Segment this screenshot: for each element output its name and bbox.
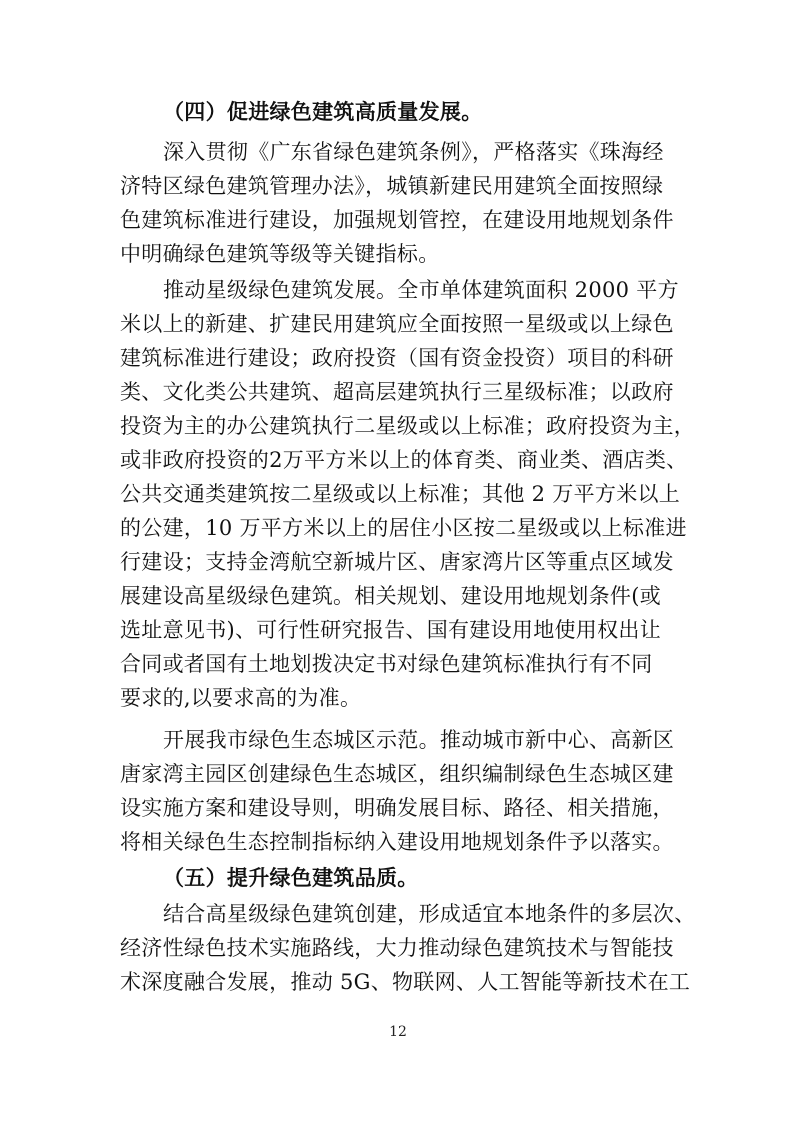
paragraph-line: 展建设高星级绿色建筑。相关规划、建设用地规划条件(或 xyxy=(120,584,661,608)
paragraph-line: 设实施方案和建设导则，明确发展目标、路径、相关措施， xyxy=(120,796,674,820)
paragraph-line: 中明确绿色建筑等级等关键指标。 xyxy=(120,242,440,266)
paragraph-line: 深入贯彻《广东省绿色建筑条例》，严格落实《珠海经 xyxy=(163,140,664,164)
paragraph-line: 开展我市绿色生态城区示范。推动城市新中心、高新区 xyxy=(163,728,675,752)
paragraph-line: 行建设；支持金湾航空新城片区、唐家湾片区等重点区域发 xyxy=(120,550,674,574)
paragraph-line: 推动星级绿色建筑发展。全市单体建筑面积 2000 平方 xyxy=(163,278,679,302)
paragraph-line: 合同或者国有土地划拨决定书对绿色建筑标准执行有不同 xyxy=(120,652,653,676)
paragraph-line: 米以上的新建、扩建民用建筑应全面按照一星级或以上绿色 xyxy=(120,312,674,336)
section-heading-5: （五）提升绿色建筑品质。 xyxy=(163,865,419,890)
paragraph-line: 唐家湾主园区创建绿色生态城区，组织编制绿色生态城区建 xyxy=(120,762,674,786)
paragraph-line: 投资为主的办公建筑执行二星级或以上标准；政府投资为主， xyxy=(120,414,696,438)
paragraph-line: 将相关绿色生态控制指标纳入建设用地规划条件予以落实。 xyxy=(120,830,674,854)
paragraph-line: 类、文化类公共建筑、超高层建筑执行三星级标准；以政府 xyxy=(120,380,674,404)
page-number: 12 xyxy=(389,1024,407,1040)
paragraph-line: 的公建，10 万平方米以上的居住小区按二星级或以上标准进 xyxy=(120,516,687,540)
paragraph-line: 或非政府投资的2万平方米以上的体育类、商业类、酒店类、 xyxy=(120,448,688,472)
paragraph-line: 经济性绿色技术实施路线，大力推动绿色建筑技术与智能技 xyxy=(120,936,674,960)
paragraph-line: 色建筑标准进行建设，加强规划管控，在建设用地规划条件 xyxy=(120,208,674,232)
paragraph-line: 结合高星级绿色建筑创建，形成适宜本地条件的多层次、 xyxy=(163,902,696,926)
paragraph-line: 选址意见书)、可行性研究报告、国有建设用地使用权出让 xyxy=(120,618,661,642)
paragraph-line: 济特区绿色建筑管理办法》，城镇新建民用建筑全面按照绿 xyxy=(120,174,664,198)
paragraph-line: 公共交通类建筑按二星级或以上标准；其他 2 万平方米以上 xyxy=(120,482,681,506)
section-heading-4: （四）促进绿色建筑高质量发展。 xyxy=(163,99,483,124)
paragraph-line: 建筑标准进行建设；政府投资（国有资金投资）项目的科研 xyxy=(120,346,674,370)
paragraph-line: 术深度融合发展，推动 5G、物联网、人工智能等新技术在工 xyxy=(120,970,691,994)
paragraph-line: 要求的,以要求高的为准。 xyxy=(120,686,362,710)
